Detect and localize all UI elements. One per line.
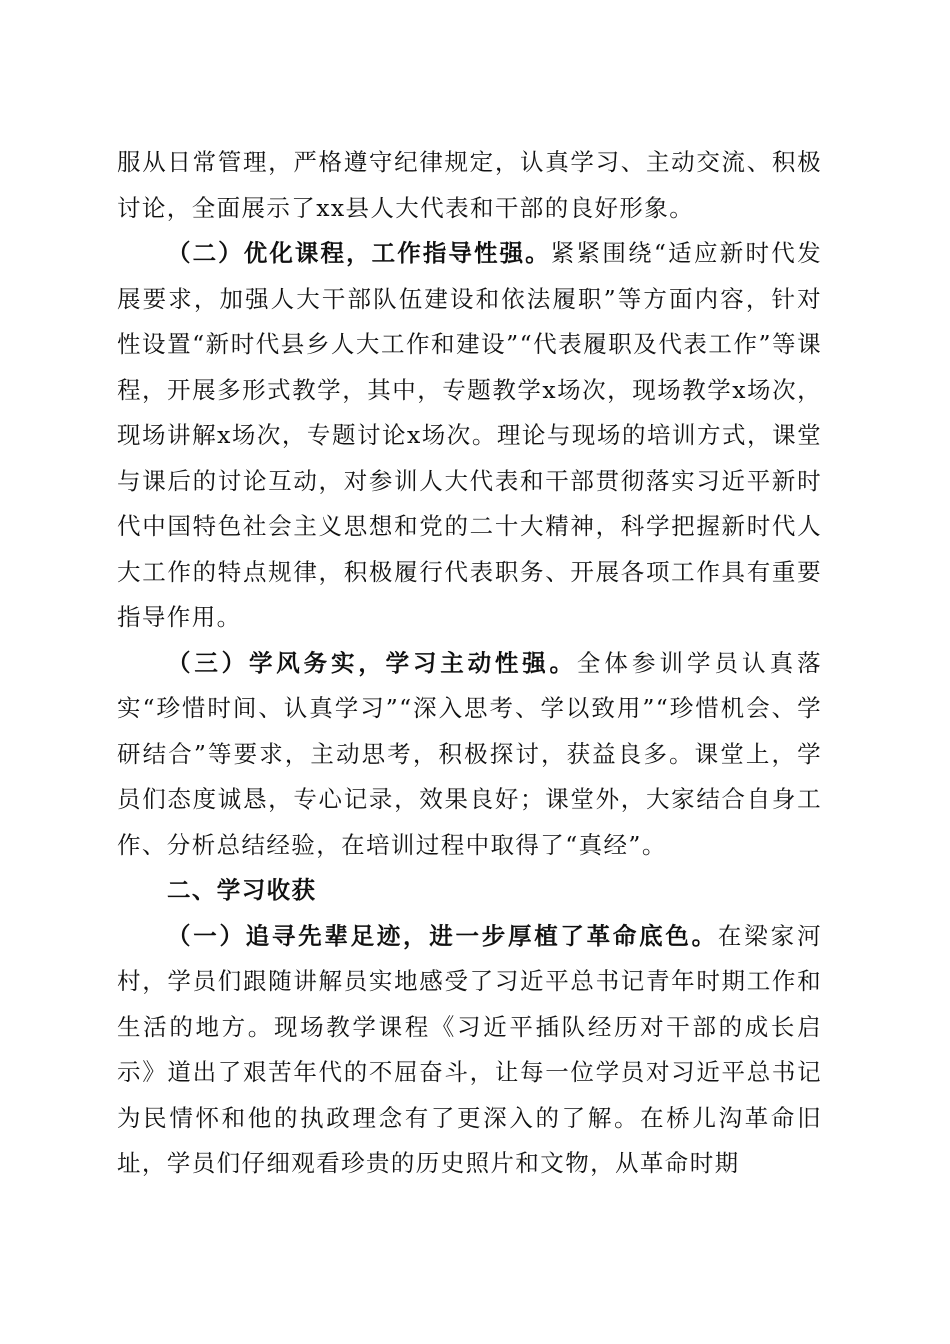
document-body bbox=[117, 140, 822, 1187]
paragraph-optimize-courses bbox=[117, 231, 822, 641]
paragraph-study-style-body: 全体参训学员认真落实“珍惜时间、认真学习”“深入思考、学以致用”“珍惜机会、学研结合”等要求，主动思考，积极探讨，获益良多。课堂上，学员们态度诚恳，专心记录，效果良好；课堂外，大家结合自身工作、分析总结经验，在培训过程中取得了“真经”。 bbox=[117, 648, 822, 859]
paragraph-continued-text: 服从日常管理，严格遵守纪律规定，认真学习、主动交流、积极讨论，全面展示了xx县人大代表和干部的良好形象。 bbox=[117, 148, 822, 222]
paragraph-revolutionary-footsteps-lead: （一）追寻先辈足迹，进一步厚植了革命底色。 bbox=[167, 921, 718, 950]
paragraph-study-style-lead: （三）学风务实，学习主动性强。 bbox=[167, 648, 577, 677]
paragraph-optimize-courses-lead: （二）优化课程，工作指导性强。 bbox=[167, 239, 551, 267]
paragraph-study-style bbox=[117, 641, 822, 869]
paragraph-revolutionary-footsteps bbox=[117, 914, 822, 1187]
paragraph-revolutionary-footsteps-body: 在梁家河村，学员们跟随讲解员实地感受了习近平总书记青年时期工作和生活的地方。现场教学课程《习近平插队经历对干部的成长启示》道出了艰苦年代的不屈奋斗，让每一位学员对习近平总书记为民情怀和他的执政理念有了更深入的了解。在桥儿沟革命旧址，学员们仔细观看珍贵的历史照片和文物，从革命时期 bbox=[117, 921, 822, 1177]
paragraph-optimize-courses-body: 紧紧围绕“适应新时代发展要求，加强人大干部队伍建设和依法履职”等方面内容，针对性设置“新时代县乡人大工作和建设”“代表履职及代表工作”等课程，开展多形式教学，其中，专题教学x场次，现场教学x场次，现场讲解x场次，专题讨论x场次。理论与现场的培训方式，课堂与课后的讨论互动，对参训人大代表和干部贯彻落实习近平新时代中国特色社会主义思想和党的二十大精神，科学把握新时代人大工作的特点规律，积极履行代表职务、开展各项工作具有重要指导作用。 bbox=[117, 239, 822, 631]
paragraph-continued bbox=[117, 140, 822, 231]
section-heading-learning-gains: 二、学习收获 bbox=[167, 876, 317, 904]
